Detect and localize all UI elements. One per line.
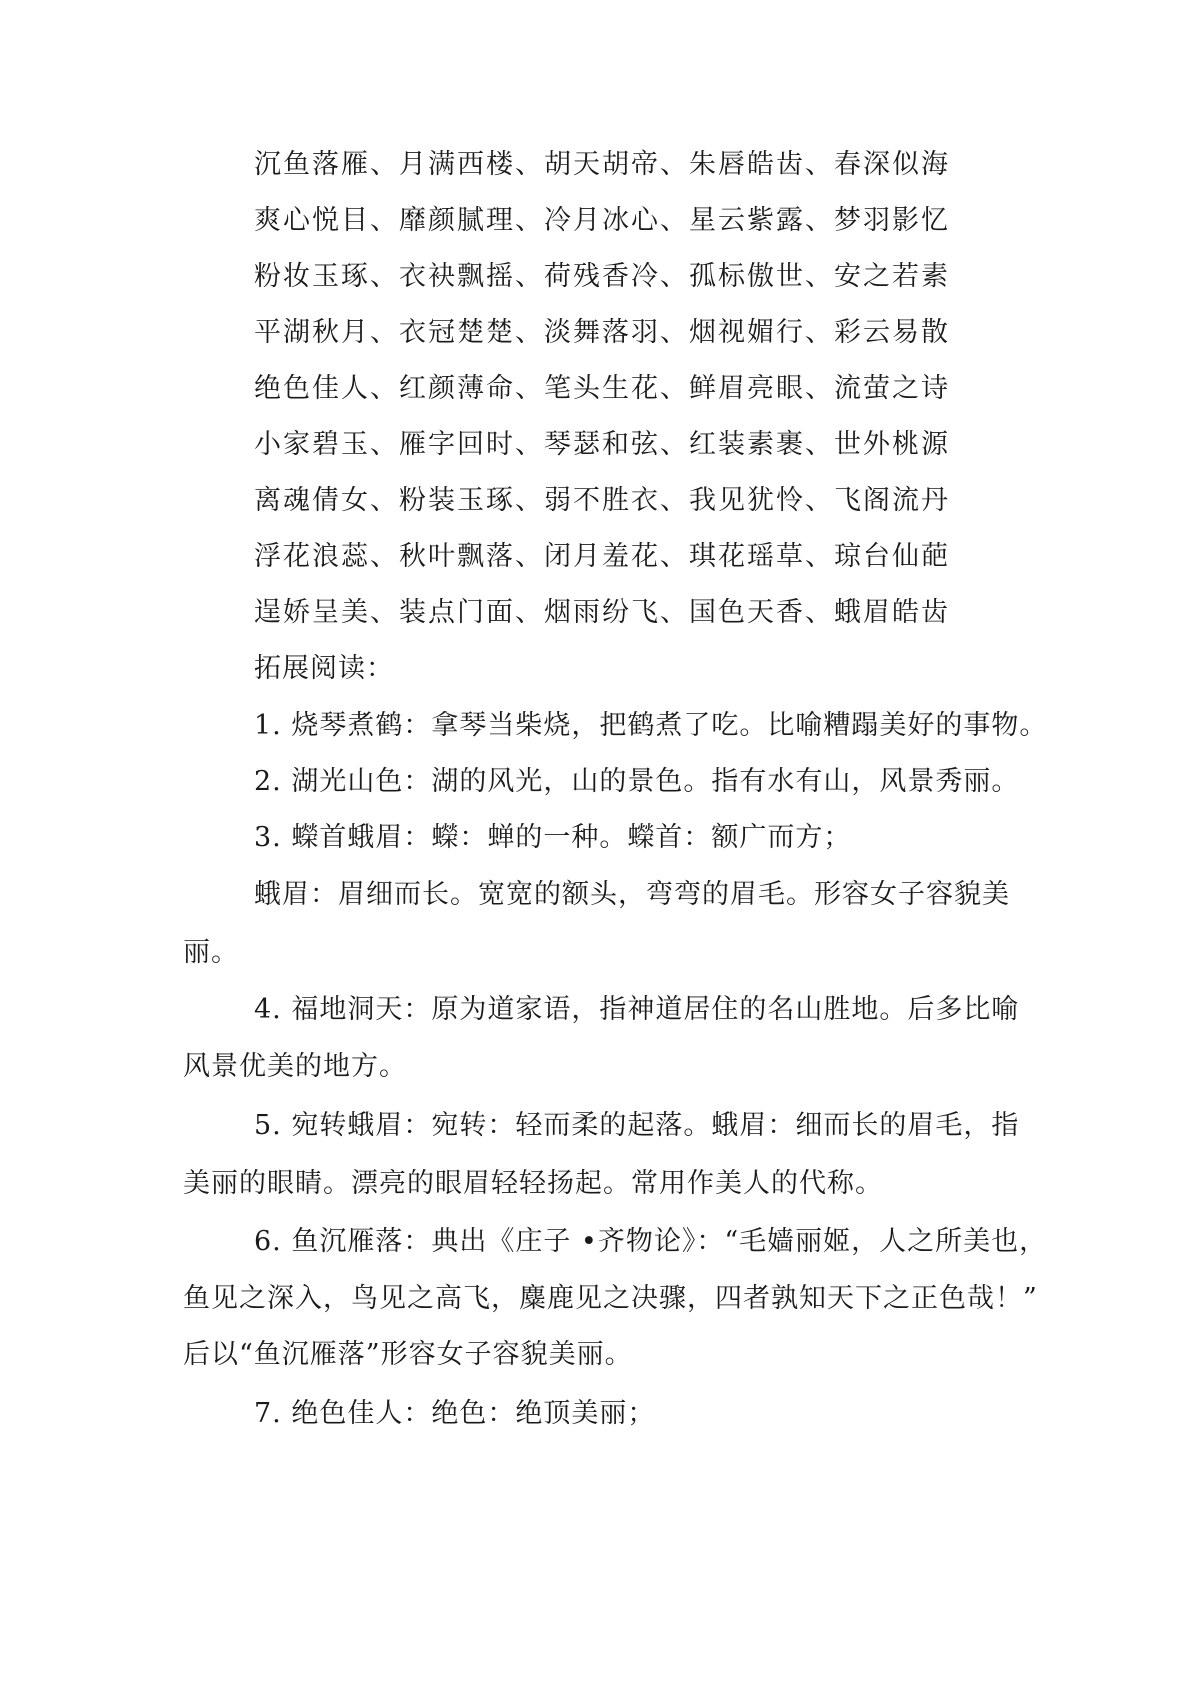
entry-line: 美丽的眼睛。漂亮的眼眉轻轻扬起。常用作美人的代称。 (183, 1168, 883, 1199)
entry-line: 4. 福地洞天：原为道家语，指神道居住的名山胜地。后多比喻 (254, 994, 1020, 1025)
idiom-line: 离魂倩女、粉装玉琢、弱不胜衣、我见犹怜、飞阁流丹 (254, 485, 950, 516)
entry-line: 鱼见之深入，鸟见之高飞，麋鹿见之决骤，四者孰知天下之正色哉！” (183, 1283, 1038, 1314)
entry-line: 3. 蠑首蛾眉：蠑：蝉的一种。蠑首：额广而方； (254, 822, 852, 853)
entry-line: 7. 绝色佳人：绝色：绝顶美丽； (254, 1398, 656, 1429)
extended-reading-heading: 拓展阅读： (254, 653, 394, 684)
entry-line: 2. 湖光山色：湖的风光，山的景色。指有水有山，风景秀丽。 (254, 766, 1020, 797)
idiom-line: 爽心悦目、靡颜腻理、冷月冰心、星云紫露、梦羽影忆 (254, 205, 950, 236)
idiom-line: 粉妆玉琢、衣袂飘摇、荷残香冷、孤标傲世、安之若素 (254, 261, 950, 292)
idiom-line: 绝色佳人、红颜薄命、笔头生花、鲜眉亮眼、流萤之诗 (254, 373, 950, 404)
entry-line: 丽。 (183, 937, 239, 968)
idiom-line: 沉鱼落雁、月满西楼、胡天胡帝、朱唇皓齿、春深似海 (254, 149, 950, 180)
idiom-line: 逞娇呈美、装点门面、烟雨纷飞、国色天香、蛾眉皓齿 (254, 597, 950, 628)
idiom-line: 浮花浪蕊、秋叶飘落、闭月羞花、琪花瑶草、琼台仙葩 (254, 541, 950, 572)
idiom-line: 小家碧玉、雁字回时、琴瑟和弦、红装素裹、世外桃源 (254, 429, 950, 460)
entry-line: 风景优美的地方。 (183, 1051, 407, 1082)
entry-line: 5. 宛转蛾眉：宛转：轻而柔的起落。蛾眉：细而长的眉毛，指 (254, 1110, 1020, 1141)
entry-line: 蛾眉：眉细而长。宽宽的额头，弯弯的眉毛。形容女子容貌美 (254, 879, 1010, 910)
entry-line: 6. 鱼沉雁落：典出《庄子 •齐物论》：“毛嫱丽姬，人之所美也， (254, 1226, 1048, 1257)
idiom-line: 平湖秋月、衣冠楚楚、淡舞落羽、烟视媚行、彩云易散 (254, 317, 950, 348)
entry-line: 后以“鱼沉雁落”形容女子容貌美丽。 (183, 1339, 633, 1370)
entry-line: 1. 烧琴煮鹤：拿琴当柴烧，把鹤煮了吃。比喻糟蹋美好的事物。 (254, 710, 1048, 741)
